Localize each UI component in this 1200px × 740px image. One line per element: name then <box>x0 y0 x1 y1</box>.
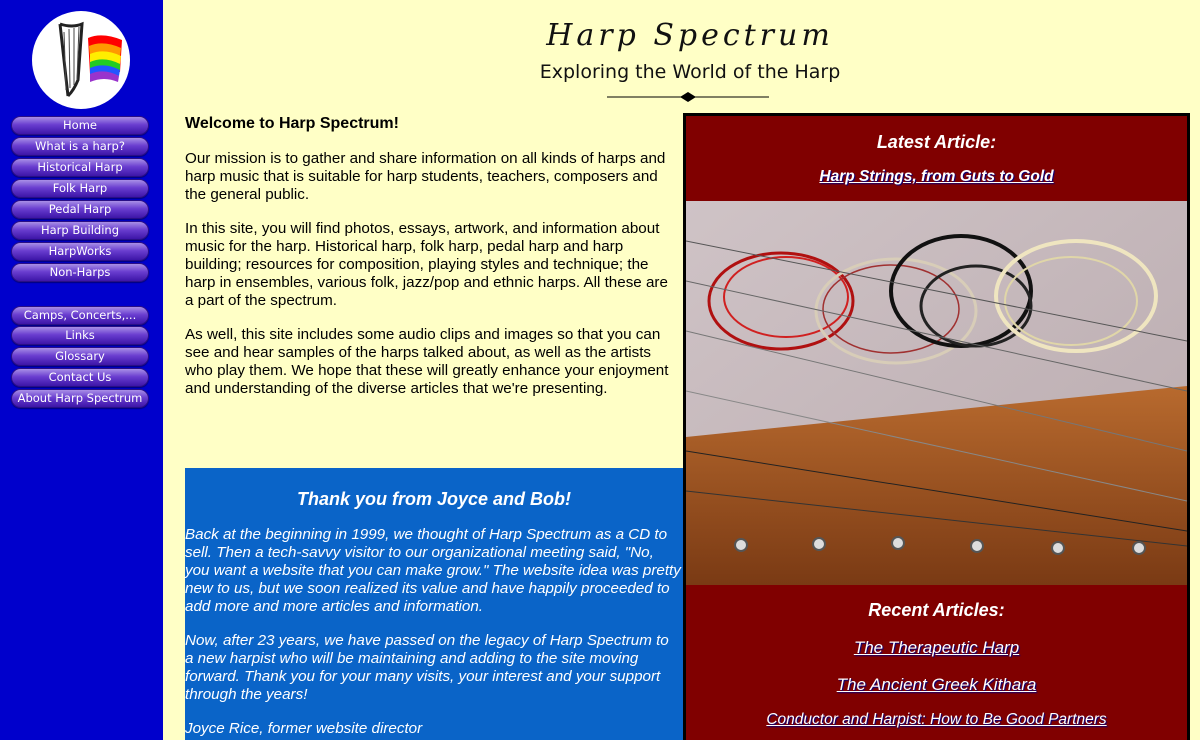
nav-what-is-a-harp[interactable]: What is a harp? <box>11 137 149 156</box>
nav-glossary[interactable]: Glossary <box>11 347 149 366</box>
mission-paragraph: Our mission is to gather and share information on all kinds of harps and harp music that is suitable for harp students, teachers, composers and the general public. <box>185 150 666 203</box>
harp-rainbow-logo[interactable] <box>30 10 132 110</box>
media-paragraph: As well, this site includes some audio clips and images so that you can see and hear samples of the harps talked about, as well as the artists who play them. We hope that these will greatly enhance your enjoyment and understanding of the diverse articles that we're presenting. <box>185 326 669 397</box>
site-title: Harp Spectrum <box>546 18 834 53</box>
nav-links[interactable]: Links <box>11 326 149 345</box>
recent-article-link-greek-kithara[interactable]: The Ancient Greek Kithara <box>836 675 1037 694</box>
site-contents-paragraph: In this site, you will find photos, essays, artwork, and information about music for the harp. Historical harp, folk harp, pedal harp and harp building; resources for composition, playing styles and technique; the harp in ensembles, various folk, jazz/pop and ethnic harps. All these are a part of the spectrum. <box>185 220 668 309</box>
recent-articles-heading: Recent Articles: <box>868 600 1005 620</box>
nav-non-harps[interactable]: Non-Harps <box>11 263 149 282</box>
nav-about-harp-spectrum[interactable]: About Harp Spectrum <box>11 389 149 408</box>
nav-harpworks[interactable]: HarpWorks <box>11 242 149 261</box>
site-tagline: Exploring the World of the Harp <box>539 61 841 83</box>
recent-article-link-therapeutic-harp[interactable]: The Therapeutic Harp <box>853 638 1020 657</box>
articles-panel <box>683 113 1190 740</box>
nav-folk-harp[interactable]: Folk Harp <box>11 179 149 198</box>
nav-pedal-harp[interactable]: Pedal Harp <box>11 200 149 219</box>
thank-you-paragraph-legacy: Now, after 23 years, we have passed on the legacy of Harp Spectrum to a new harpist who will be maintaining and adding to the site moving forward. Thank you for your many visits, your interest and your support through the years! <box>185 632 669 703</box>
nav-camps-concerts[interactable]: Camps, Concerts,... <box>11 306 149 325</box>
nav-harp-building[interactable]: Harp Building <box>11 221 149 240</box>
sidebar <box>0 0 163 740</box>
thank-you-box <box>185 468 683 740</box>
nav-historical-harp[interactable]: Historical Harp <box>11 158 149 177</box>
recent-article-link-conductor-harpist[interactable]: Conductor and Harpist: How to Be Good Partners <box>766 711 1107 728</box>
welcome-heading: Welcome to Harp Spectrum! <box>185 115 399 132</box>
nav-contact-us[interactable]: Contact Us <box>11 368 149 387</box>
harp-strings-photo[interactable] <box>686 201 1187 585</box>
welcome-section <box>185 115 675 414</box>
thank-you-heading: Thank you from Joyce and Bob! <box>296 489 572 509</box>
header-divider <box>607 92 769 102</box>
thank-you-paragraph-history: Back at the beginning in 1999, we thought of Harp Spectrum as a CD to sell. Then a tech-savvy visitor to our organizational meeting said, "No, you want a website that you can make grow." The website idea was pretty new to us, but we soon realized its value and have happily proceeded to add more and more articles and information. <box>185 526 681 615</box>
latest-article-heading: Latest Article: <box>876 132 997 152</box>
thank-you-signature: Joyce Rice, former website director <box>185 720 423 737</box>
nav-home[interactable]: Home <box>11 116 149 135</box>
latest-article-link[interactable]: Harp Strings, from Guts to Gold <box>819 168 1054 185</box>
